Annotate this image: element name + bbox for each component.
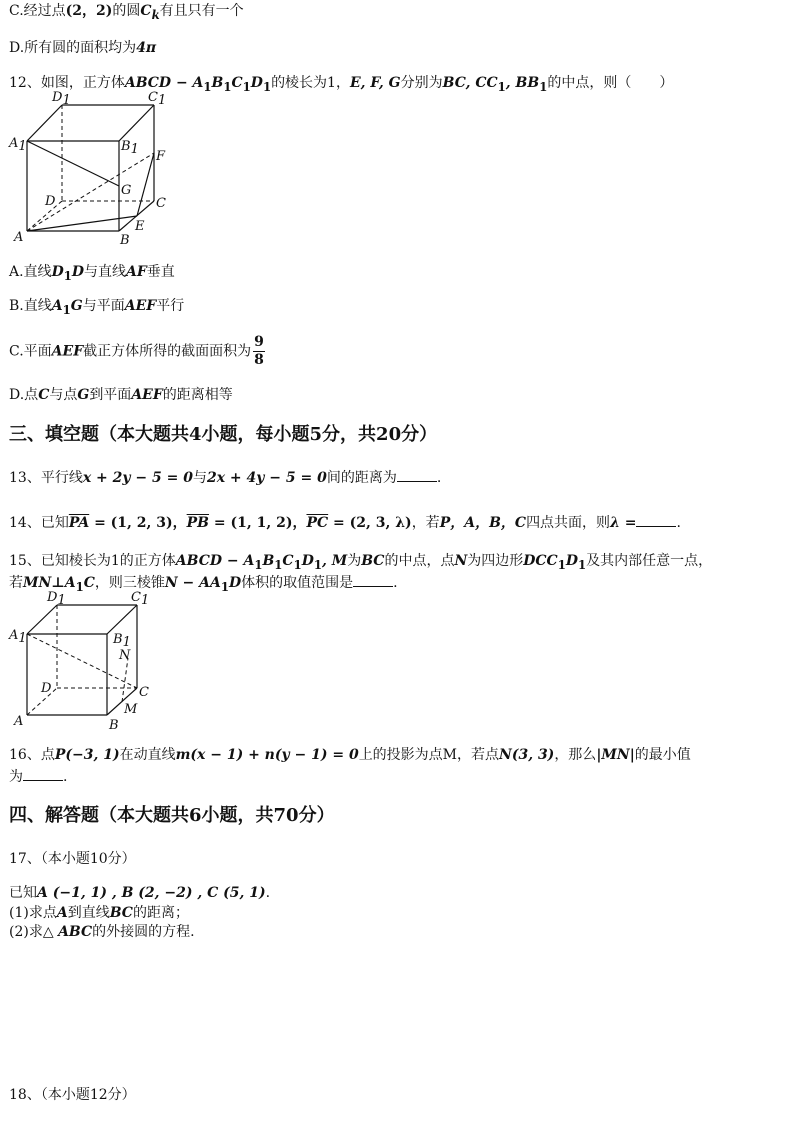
label-n: N	[119, 648, 131, 663]
label-d: D	[41, 681, 52, 696]
q12-option-b: B.直线$A_1G$与平面AEF平行	[9, 298, 185, 317]
label-a1: A1	[9, 136, 27, 154]
label-b1: B1	[113, 632, 131, 650]
q16-line-2: 为 .	[9, 766, 67, 787]
q14: 14、已知$\overline{PA} = (1$, 2, 3)，$\overline{PB} = (1$, 1, 2)，$\overline{PC} = (2$, 3, λ)，若P，A，B，C四点共面，则λ = .	[9, 512, 681, 533]
answer-blank	[23, 766, 63, 781]
q13: 13、平行线x + 2y − 5 = 0与2x + 4y − 5 = 0间的距离为 .	[9, 467, 441, 488]
label-d1: D1	[47, 590, 66, 608]
answer-blank	[353, 572, 393, 587]
label-b: B	[109, 718, 119, 733]
q16-line-1: 16、点P(−3, 1)在动直线m(x − 1) + n(y − 1) = 0上的投影为点M，若点N(3, 3)，那么|MN|的最小值	[9, 747, 691, 763]
answer-blank	[636, 512, 676, 527]
label-a: A	[14, 230, 24, 245]
label-c: C	[139, 685, 149, 700]
label-e: E	[135, 219, 145, 234]
q15-cube-figure	[5, 588, 165, 733]
label-m: M	[124, 702, 138, 717]
section-3-heading: 三、填空题（本大题共4小题，每小题5分，共20分）	[9, 424, 438, 445]
label-b: B	[120, 233, 130, 248]
q17-heading: 17、（本小题10分）	[9, 851, 136, 867]
label-d1: D1	[52, 90, 71, 108]
label-b1: B1	[121, 139, 139, 157]
label-d: D	[45, 194, 56, 209]
q17-part-2: (2)求△ ABC的外接圆的方程.	[9, 924, 195, 940]
label-c1: C1	[131, 590, 150, 608]
fraction-9-8: $\frac{9}{8}$	[254, 334, 264, 368]
section-4-heading: 四、解答题（本大题共6小题，共70分）	[9, 805, 335, 826]
label-a1: A1	[9, 628, 27, 646]
q17-part-1: (1)求点A到直线BC的距离；	[9, 905, 189, 921]
label-c: C	[156, 196, 166, 211]
label-f: F	[156, 149, 166, 164]
q18-heading: 18、（本小题12分）	[9, 1087, 136, 1103]
q15-line-2: 若$MN\perp A_1C$，则三棱锥$N - AA_1D$体积的取值范围是 .	[9, 572, 398, 597]
q11-option-c: C.经过点(2，2)的圆$C_k$有且只有一个	[9, 3, 244, 22]
q12-cube-figure	[5, 90, 180, 250]
q15-line-1: 15、已知棱长为1的正方体ABCD − $A_1B_1C_1D_1$, M为BC的中点，点N为四边形$DCC_1D_1$及其内部任意一点，	[9, 553, 713, 572]
q12-option-a: A.直线$D_1D$与直线AF垂直	[9, 264, 175, 283]
q12-option-c: C.平面AEF截正方体所得的截面面积为 $\frac{9}{8}$	[9, 334, 264, 368]
q12-option-d: D.点C与点G到平面AEF的距离相等	[9, 387, 233, 403]
answer-blank	[397, 467, 437, 482]
q11-option-d: D.所有圆的面积均为4π	[9, 40, 157, 56]
label-a: A	[14, 714, 24, 729]
q12-stem: 12、如图，正方体ABCD − $A_1B_1C_1D_1$的棱长为1，E, F, G分别为BC, $CC_1$, $BB_1$的中点，则（ ）	[9, 75, 674, 94]
q17-given: 已知A (−1, 1) , B (2, −2) , C (5, 1).	[9, 885, 271, 901]
label-c1: C1	[148, 90, 167, 108]
label-g: G	[121, 183, 132, 198]
